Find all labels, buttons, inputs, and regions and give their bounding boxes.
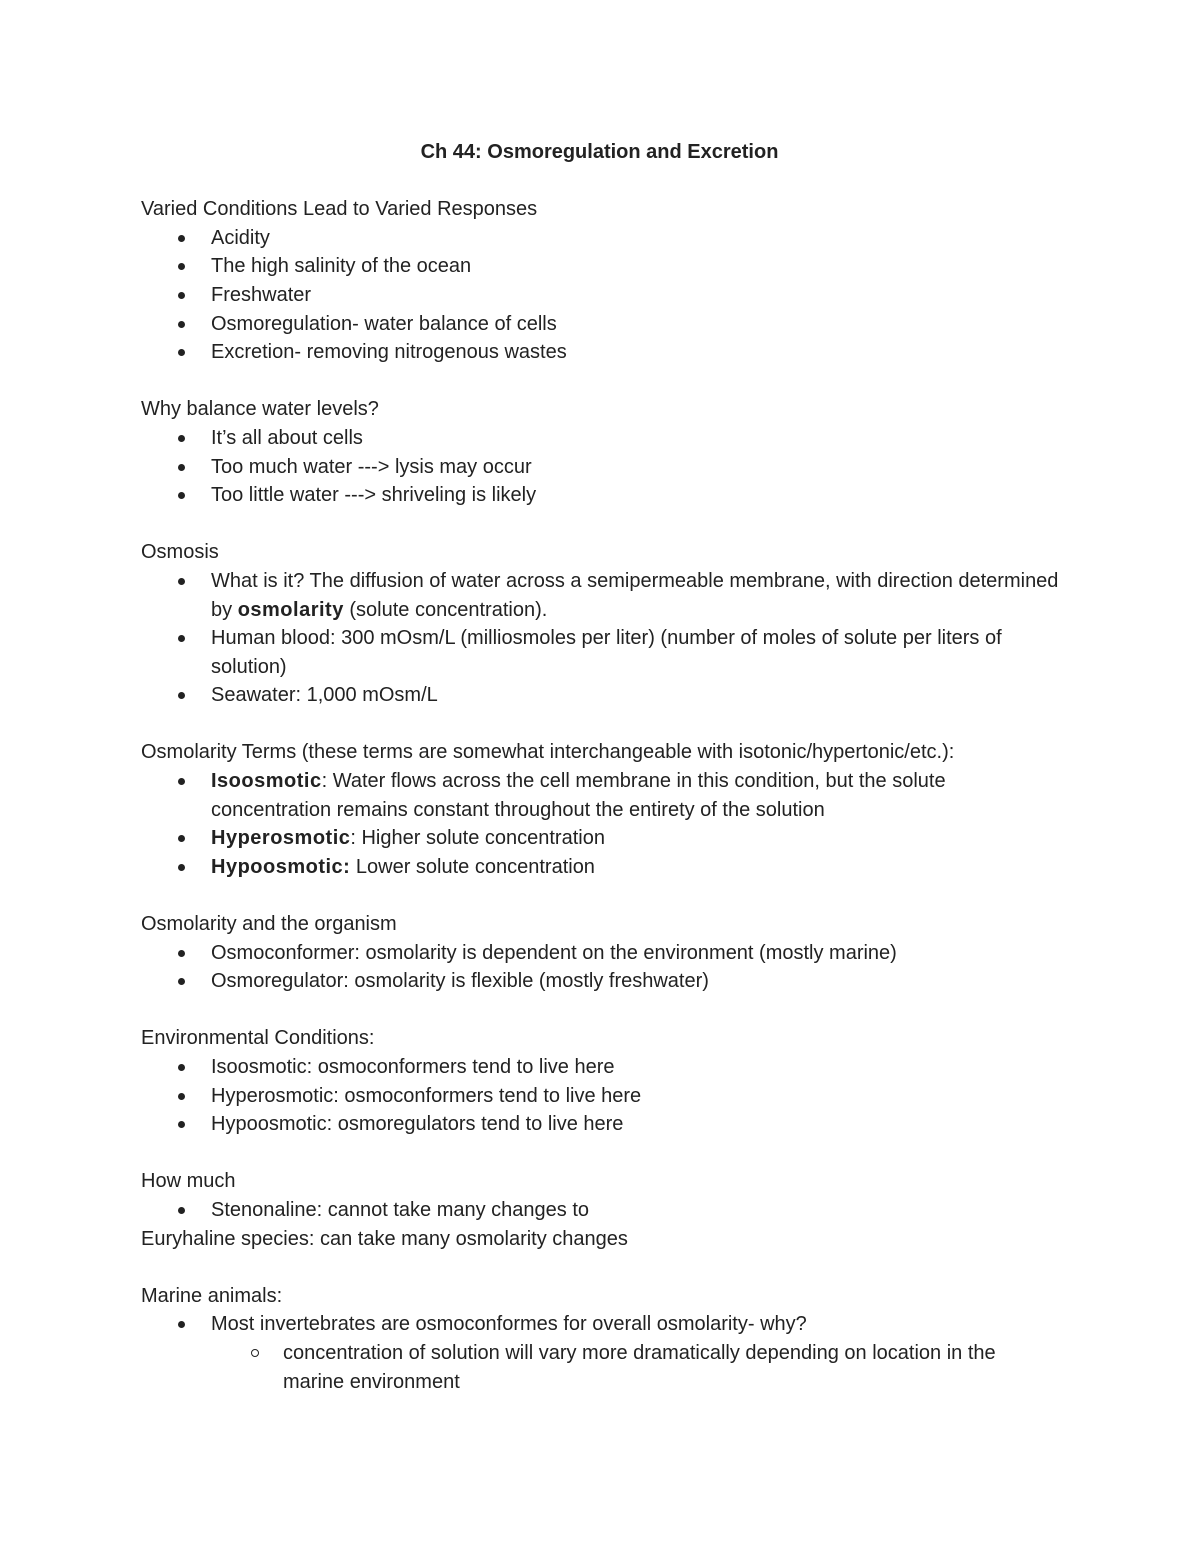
list-item: Seawater: 1,000 mOsm/L	[211, 681, 1061, 710]
section-osmosis	[141, 538, 1061, 710]
list-item: It’s all about cells	[211, 424, 1061, 453]
item-text: What is it? The diffusion of water across a semipermeable membrane, with direction determined by	[211, 569, 1059, 621]
bullet-list	[141, 567, 1061, 710]
bullet-list	[141, 424, 1061, 510]
item-text: : Water flows across the cell membrane in this condition, but the solute concentration remains constant throughout the entirety of the solution	[211, 770, 946, 821]
list-item: Stenonaline: cannot take many changes to	[211, 1196, 1061, 1225]
list-item: Freshwater	[211, 281, 1061, 310]
list-item: Osmoregulator: osmolarity is flexible (mostly freshwater)	[211, 967, 1061, 996]
bold-term: Hypoosmotic:	[211, 855, 351, 878]
list-item	[211, 853, 1061, 882]
list-item: Too little water ---> shriveling is likely	[211, 481, 1061, 510]
sub-list-item: concentration of solution will vary more dramatically depending on location in the marine environment	[283, 1339, 1061, 1396]
bullet-list	[141, 767, 1061, 881]
section-environmental-conditions	[141, 1024, 1061, 1138]
section-marine-animals	[141, 1282, 1061, 1396]
list-item	[211, 567, 1061, 624]
list-item: Osmoregulation- water balance of cells	[211, 310, 1061, 339]
item-text: (solute concentration).	[343, 598, 548, 621]
paragraph-text: Euryhaline species: can take many osmolarity changes	[141, 1227, 628, 1250]
section-heading: Osmolarity Terms (these terms are somewhat interchangeable with isotonic/hypertonic/etc.):	[141, 741, 955, 764]
bullet-list	[141, 1196, 1061, 1225]
section-why-balance	[141, 395, 1061, 509]
section-heading: Varied Conditions Lead to Varied Responses	[141, 198, 538, 221]
document-page	[141, 138, 1061, 1425]
section-heading: Environmental Conditions:	[141, 1027, 375, 1050]
section-osmolarity-organism	[141, 910, 1061, 996]
list-item	[211, 767, 1061, 824]
bullet-list	[141, 1053, 1061, 1139]
section-heading: Why balance water levels?	[141, 398, 379, 421]
list-item: Hypoosmotic: osmoregulators tend to live here	[211, 1110, 1061, 1139]
sub-bullet-list	[141, 1339, 1061, 1396]
list-item: Osmoconformer: osmolarity is dependent on the environment (mostly marine)	[211, 939, 1061, 968]
nested-list-container	[141, 1339, 1061, 1396]
nested-list-wrapper	[141, 1339, 1061, 1396]
section-heading: Osmosis	[141, 541, 219, 564]
item-text: : Higher solute concentration	[350, 827, 605, 850]
bold-term: Isoosmotic	[211, 770, 322, 793]
list-item: Human blood: 300 mOsm/L (milliosmoles per liter) (number of moles of solute per liters of solution)	[211, 624, 1061, 681]
bold-term: Hyperosmotic	[211, 827, 351, 850]
list-item	[211, 824, 1061, 853]
item-text: Lower solute concentration	[350, 855, 595, 878]
list-item: The high salinity of the ocean	[211, 252, 1061, 281]
section-heading: How much	[141, 1170, 236, 1193]
list-item: Excretion- removing nitrogenous wastes	[211, 338, 1061, 367]
bold-term: osmolarity	[237, 598, 344, 621]
section-how-much	[141, 1167, 1061, 1253]
list-item: Isoosmotic: osmoconformers tend to live here	[211, 1053, 1061, 1082]
list-item: Hyperosmotic: osmoconformers tend to live here	[211, 1082, 1061, 1111]
list-item: Too much water ---> lysis may occur	[211, 453, 1061, 482]
section-osmolarity-terms	[141, 738, 1061, 881]
section-heading: Osmolarity and the organism	[141, 913, 397, 936]
bullet-list	[141, 939, 1061, 996]
bullet-list	[141, 1310, 1061, 1339]
list-item: Acidity	[211, 224, 1061, 253]
section-varied-conditions	[141, 195, 1061, 367]
list-item: Most invertebrates are osmoconformes for overall osmolarity- why?	[211, 1310, 1061, 1339]
page-title: Ch 44: Osmoregulation and Excretion	[420, 141, 779, 163]
bullet-list	[141, 224, 1061, 367]
section-heading: Marine animals:	[141, 1284, 283, 1307]
